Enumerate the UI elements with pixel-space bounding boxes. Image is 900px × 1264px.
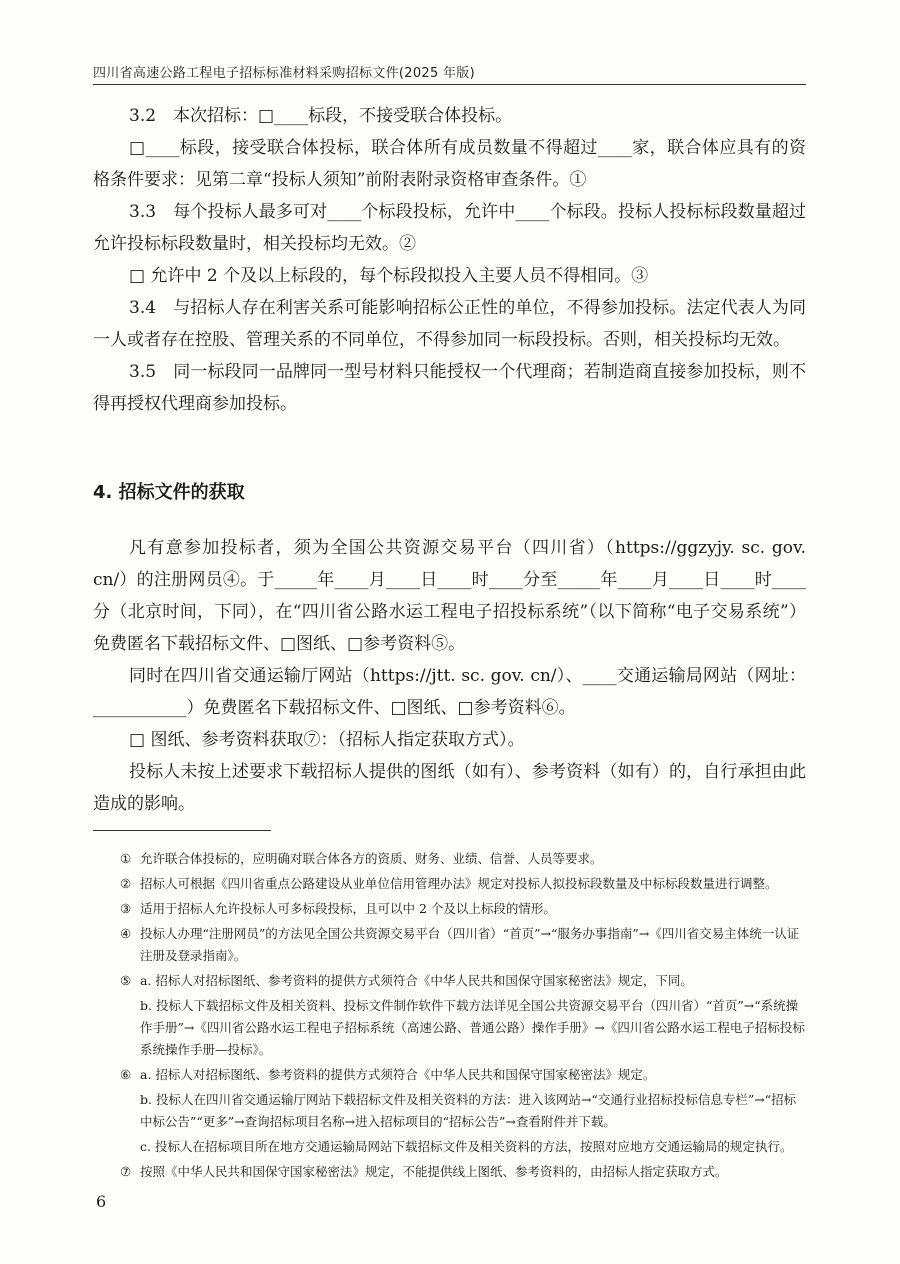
running-header: 四川省高速公路工程电子招标标准材料采购招标文件(2025 年版) (93, 66, 475, 81)
footnote-text: 按照《中华人民共和国保守国家秘密法》规定，不能提供线上图纸、参考资料的，由招标人指定获取方式。 (140, 1164, 728, 1179)
footnote-text: 招标人可根据《四川省重点公路建设从业单位信用管理办法》规定对投标人拟投标段数量及中标标段数量进行调整。 (140, 876, 778, 891)
footnote-text: 投标人办理“注册网员”的方法见全国公共资源交易平台（四川省）“首页”→“服务办事指南”→《四川省交易主体统一认证注册及登录指南》。 (140, 926, 800, 963)
footnote-marker: ② (120, 876, 132, 891)
footnote-text: a. 招标人对招标图纸、参考资料的提供方式须符合《中华人民共和国保守国家秘密法》规定，下同。 (140, 973, 693, 988)
footnote-5b: b. 投标人下载招标文件及相关资料、投标文件制作软件下载方法详见全国公共资源交易平台（四川省）“首页”→“系统操作手册”→《四川省公路水运工程电子招标系统（高速公路、普通公路）操作手册》→《四川省公路水运工程电子招标投标系统操作手册—投标》。 (140, 998, 805, 1057)
clause-3-4: 3.4 与招标人存在利害关系可能影响招标公正性的单位，不得参加投标。法定代表人为同一人或者存在控股、管理关系的不同单位，不得参加同一标段投标。否则，相关投标均无效。 (93, 298, 806, 350)
joint-bid-clause: □____标段，接受联合体投标，联合体所有成员数量不得超过____家，联合体应具有的资格条件要求：见第二章“投标人须知”前附表附录资格审查条件。① (93, 138, 806, 190)
download-paragraph: 凡有意参加投标者，须为全国公共资源交易平台（四川省）（https://ggzyjy. sc. gov. cn/）的注册网员④。于_____年____月____日____时____分至_____年____月____日____时____分（北京时间，下同），在“四川省公路水运工程电子招投标系统”（以下简称“电子交易系统”）免费匿名下载招标文件、□图纸、□参考资料⑤。 (93, 538, 806, 654)
dept-website-paragraph: 同时在四川省交通运输厅网站（https://jtt. sc. gov. cn/）、____交通运输局网站（网址：___________）免费匿名下载招标文件、□图纸、□参考资料⑥。 (93, 666, 806, 718)
footnote-text: 适用于招标人允许投标人可多标段投标，且可以中 2 个及以上标段的情形。 (140, 901, 556, 916)
footnote-marker: ③ (120, 901, 132, 916)
footnote-text: 允许联合体投标的，应明确对联合体各方的资质、财务、业绩、信誉、人员等要求。 (140, 851, 603, 866)
footnote-text: a. 招标人对招标图纸、参考资料的提供方式须符合《中华人民共和国保守国家秘密法》规定。 (140, 1067, 656, 1082)
footnote-marker: ⑤ (120, 973, 132, 988)
footnote-6 (120, 1064, 806, 1086)
page-number: 6 (96, 1192, 107, 1211)
footnote-4 (120, 923, 806, 967)
footnote-1 (120, 848, 806, 870)
footnote-marker: ① (120, 851, 132, 866)
section-4-heading: 4. 招标文件的获取 (93, 482, 245, 503)
footnote-5 (120, 970, 806, 992)
footnote-7 (120, 1161, 806, 1183)
footnote-marker: ⑥ (120, 1067, 132, 1082)
main-text-lower (93, 532, 806, 820)
responsibility-paragraph: 投标人未按上述要求下载招标人提供的图纸（如有）、参考资料（如有）的，自行承担由此造成的影响。 (93, 762, 806, 814)
footnote-6c: c. 投标人在招标项目所在地方交通运输局网站下载招标文件及相关资料的方法，按照对应地方交通运输局的规定执行。 (140, 1139, 793, 1154)
header-rule (93, 84, 806, 85)
footnotes (120, 848, 806, 1186)
clause-3-2: 3.2 本次招标：□____标段，不接受联合体投标。 (129, 106, 513, 126)
clause-3-5: 3.5 同一标段同一品牌同一型号材料只能授权一个代理商；若制造商直接参加投标，则不得再授权代理商参加投标。 (93, 362, 806, 414)
footnote-marker: ④ (120, 926, 132, 941)
clause-3-3: 3.3 每个投标人最多可对____个标段投标，允许中____个标段。投标人投标标段数量超过允许投标标段数量时，相关投标均无效。② (93, 202, 806, 254)
footnote-2 (120, 873, 806, 895)
multi-section-clause: □ 允许中 2 个及以上标段的，每个标段拟投入主要人员不得相同。③ (129, 266, 649, 286)
footnote-marker: ⑦ (120, 1164, 132, 1179)
main-text-upper (93, 100, 806, 420)
footnote-3 (120, 898, 806, 920)
drawings-paragraph: □ 图纸、参考资料获取⑦：（招标人指定获取方式）。 (129, 730, 525, 750)
footnote-6b: b. 投标人在四川省交通运输厅网站下载招标文件及相关资料的方法：进入该网站→“交通行业招标投标信息专栏”→“招标中标公告”“更多”→查询招标项目名称→进入招标项目的“招标公告”→查看附件并下载。 (140, 1092, 797, 1129)
footnote-rule (93, 830, 271, 831)
